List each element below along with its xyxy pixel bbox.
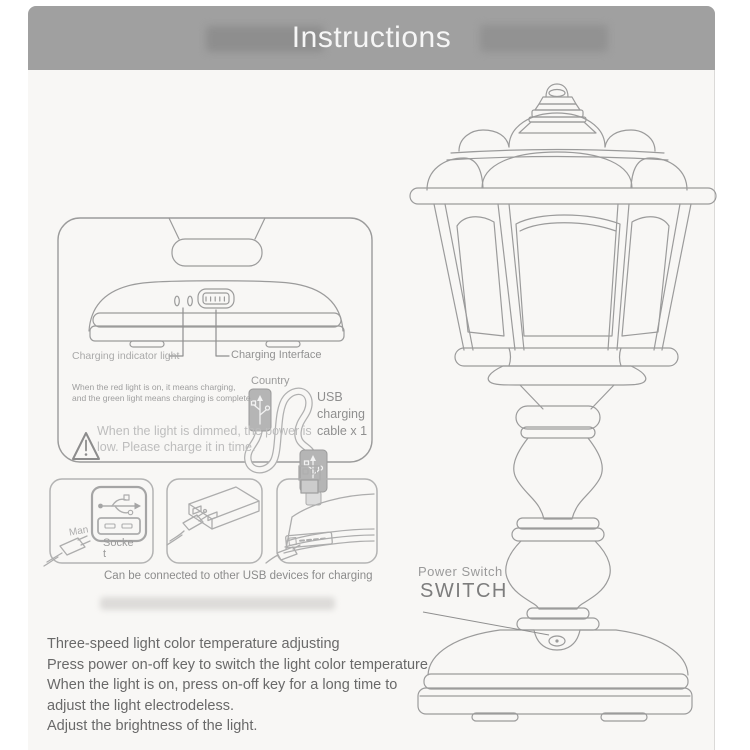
socket-label: Socke	[103, 537, 134, 549]
instruction-line: When the light is on, press on-off key for a long time to	[47, 677, 398, 694]
instruction-line: Adjust the brightness of the light.	[47, 718, 258, 735]
warning-line2: low. Please charge it in time.	[97, 440, 256, 454]
power-bank-box	[167, 479, 262, 563]
socket-label: t	[103, 548, 107, 560]
plug-sketch-icon	[44, 536, 90, 566]
warning-triangle-icon	[73, 433, 99, 459]
lamp-illustration	[410, 84, 716, 721]
usb-cable-label: USB charging cable x 1	[317, 390, 368, 438]
power-switch-label: Power Switch	[418, 564, 503, 579]
charging-port-icon	[198, 289, 234, 308]
charging-note	[72, 382, 253, 403]
plug-annotation-label: Man	[68, 524, 90, 539]
charging-note-line1: When the red light is on, it means charging,	[72, 382, 236, 392]
charging-indicator-label: Charging indicator light	[72, 350, 180, 362]
switch-leader-line	[423, 612, 549, 635]
instruction-line: adjust the light electrodeless.	[47, 697, 234, 714]
charging-interface-label: Charging Interface	[231, 349, 322, 361]
warning-line1: When the light is dimmed, the power is	[97, 424, 312, 438]
usb-socket-box	[44, 479, 153, 566]
usage-instructions	[47, 634, 677, 737]
switch-label: SWITCH	[420, 580, 508, 602]
country-label: Country	[251, 375, 290, 387]
charging-note-line2: and the green light means charging is complete.	[72, 392, 253, 403]
page-title: Instructions	[291, 21, 452, 54]
usb-trident-icon	[98, 495, 141, 515]
low-power-warning	[97, 423, 312, 455]
instruction-line: Press power on-off key to switch the light color temperature	[47, 656, 428, 673]
usb-devices-caption: Can be connected to other USB devices for charging	[104, 570, 373, 582]
instruction-line: Three-speed light color temperature adjusting	[47, 636, 340, 652]
